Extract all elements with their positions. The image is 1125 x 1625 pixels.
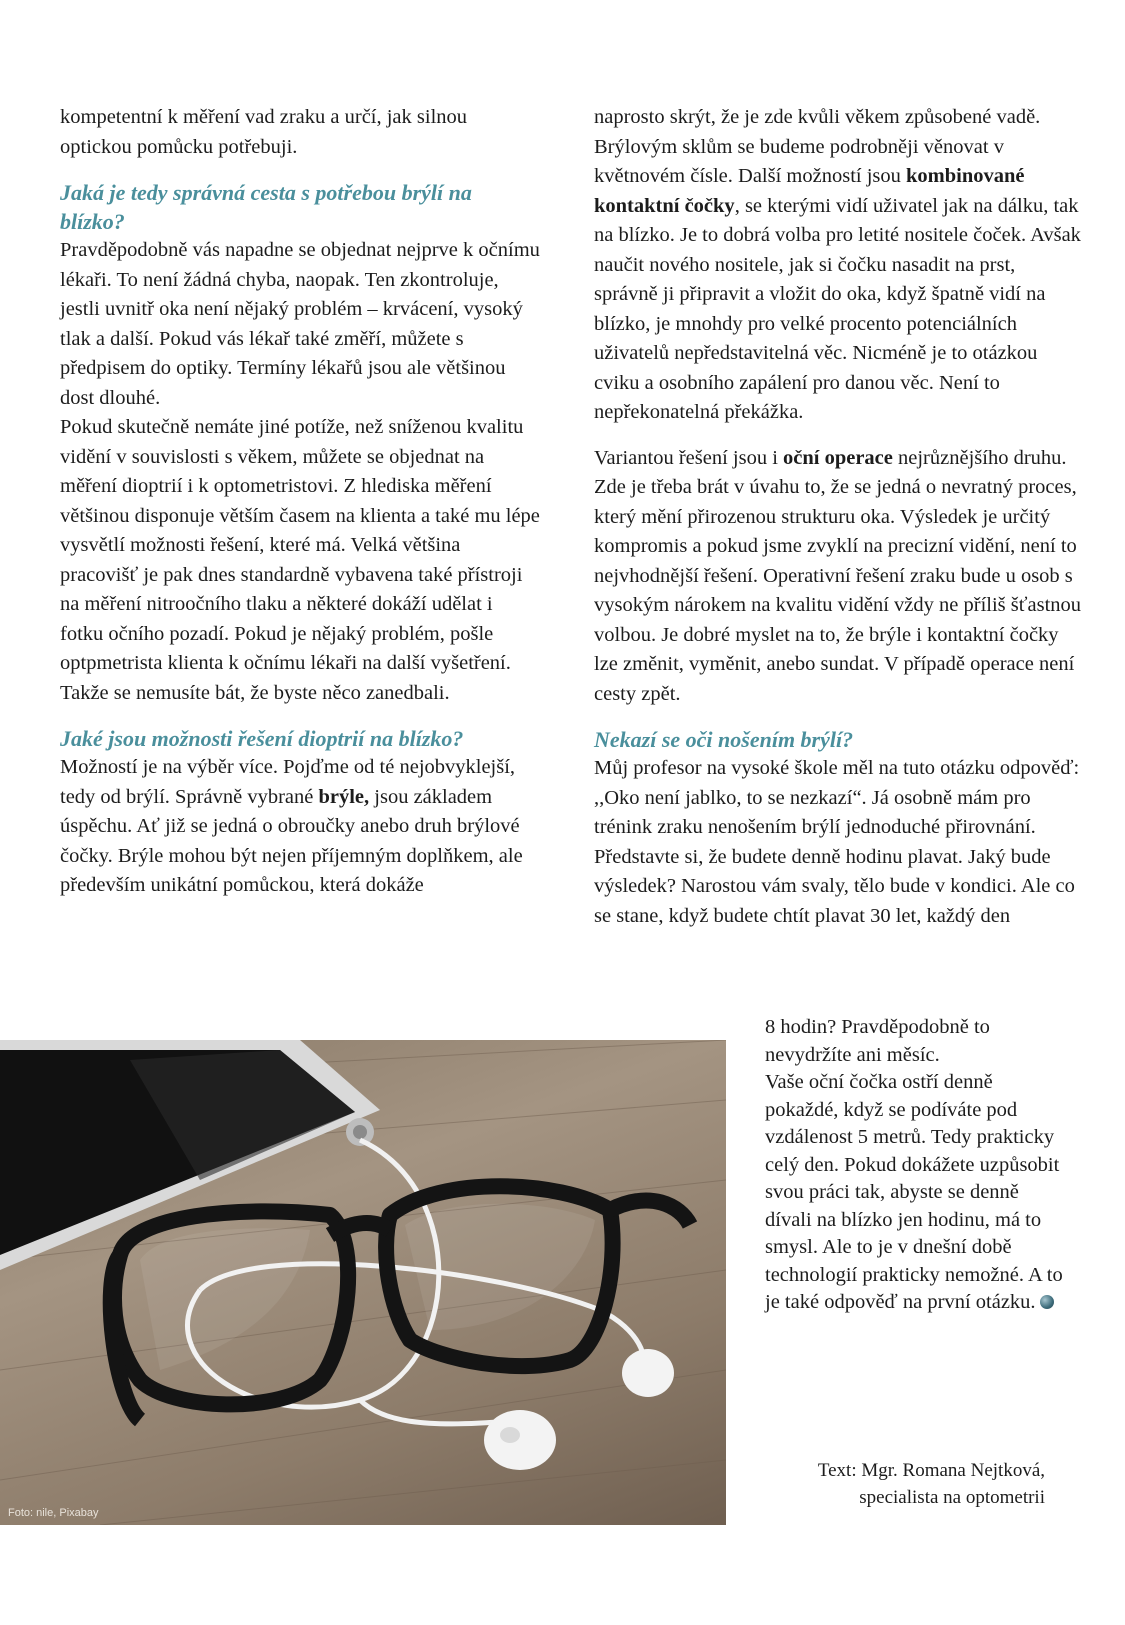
paragraph <box>594 103 1084 428</box>
section-heading: Nekazí se oči nošením brýlí? <box>594 727 854 752</box>
photo-illustration <box>0 1040 726 1525</box>
text-run: , se kterými vidí uživatel jak na dálku, tak na blízko. Je to dobrá volba pro letité nositele čoček. Avšak naučit nového nositele, jak si čočku nasadit na prst, správně ji připravit a vložit do oka, když špatně vidí na blízko, je mnohdy pro velké procento potenciálních uživatelů nepředstavitelná věc. Nicméně je to otázkou cviku a osobního zapálení pro danou věc. Není to nepřekonatelná překážka. <box>594 194 1081 423</box>
text-run: naprosto skrýt, že je zde kvůli věkem způsobené vadě. Brýlovým sklům se budeme podrobněji věnovat v květnovém čísle. Další možností jsou <box>594 106 1041 187</box>
left-column <box>60 103 540 901</box>
paragraph: 8 hodin? Pravděpodobně to nevydržíte ani měsíc. <box>765 1016 990 1066</box>
bold-term: brýle, <box>318 785 370 808</box>
paragraph <box>765 1069 1065 1317</box>
text-run: Variantou řešení jsou i <box>594 446 784 469</box>
section-heading: Jaké jsou možnosti řešení dioptrií na blízko? <box>60 726 464 751</box>
text-run: nejrůznějšího druhu. Zde je třeba brát v úvahu to, že se jedná o nevratný proces, který mění přirozenou strukturu oka. Výsledek je určitý kompromis a pokud jsme zvyklí na precizní vidění, není to nejvhodnější řešení. Operativní řešení zraku bude u osob s vysokým nárokem na kvalitu vidění vždy ne příliš šťastnou volbou. Je dobré myslet na to, že brýle i kontaktní čočky lze změnit, vyměnit, anebo sundat. V případě operace není cesty zpět. <box>594 446 1082 705</box>
photo-credit: Foto: nile, Pixabay <box>8 1507 99 1519</box>
glasses-photo <box>0 1040 726 1525</box>
byline-role: specialista na optometrii <box>859 1487 1045 1508</box>
author-byline <box>818 1457 1045 1511</box>
text-run: Možností je na výběr více. Pojďme od té nejobvyklejší, tedy od brýlí. Správně vybrané <box>60 756 516 808</box>
section-heading: Jaká je tedy správná cesta s potřebou brýlí na blízko? <box>60 180 472 234</box>
text-run: jsou základem úspěchu. Ať již se jedná o obroučky anebo druh brýlové čočky. Brýle mohou být nejen příjemným doplňkem, ale především unikátní pomůckou, která dokáže <box>60 785 523 896</box>
paragraph: Můj profesor na vysoké škole měl na tuto otázku odpověď: ,,Oko není jablko, to se nezkazí“. Já osobně mám pro trénink zraku nenošením brýlí jednoduché přirovnání. Představte si, že budete denně hodinu plavat. Jaký bude výsledek? Narostou vám svaly, tělo bude v kondici. Ale co se stane, když budete chtít plavat 30 let, každý den <box>594 757 1080 927</box>
end-mark-icon <box>1040 1295 1054 1309</box>
paragraph: Pokud skutečně nemáte jiné potíže, než sníženou kvalitu vidění v souvislosti s věkem, můžete se objednat na měření dioptrií i k optometristovi. Z hlediska měření většinou disponuje větším časem na klienta a také mu lépe vysvětlí možnosti řešení, které má. Velká většina pracovišť je pak dnes standardně vybavena také přístroji na měření nitroočního tlaku a některé dokáží udělat i fotku očního pozadí. Pokud je nějaký problém, pošle optpmetrista klienta k očnímu lékaři na další vyšetření. Takže se nemusíte bát, že byste něco zanedbali. <box>60 416 540 704</box>
bold-term: kombinované kontaktní čočky <box>594 165 1025 217</box>
paragraph <box>594 444 1084 710</box>
paragraph: Pravděpodobně vás napadne se objednat nejprve k očnímu lékaři. To není žádná chyba, naopak. Ten zkontroluje, jestli uvnitř oka není nějaký problém – krvácení, vysoký tlak a další. Pokud vás lékař také změří, můžete s předpisem do optiky. Termíny lékařů jsou ale většinou dost dlouhé. <box>60 239 540 409</box>
byline-author: Text: Mgr. Romana Nejtková, <box>817 1460 1045 1481</box>
text-run: Vaše oční čočka ostří denně pokaždé, když se podíváte pod vzdálenost 5 metrů. Tedy prakticky celý den. Pokud dokážete uzpůsobit svou práci tak, abyste se denně dívali na blízko jen hodinu, má to smysl. Ale to je v dnešní době technologií prakticky nemožné. A to je také odpověď na první otázku. <box>765 1071 1063 1313</box>
bold-term: oční operace <box>783 446 893 469</box>
paragraph: kompetentní k měření vad zraku a určí, jak silnou optickou pomůcku potřebuji. <box>60 106 468 158</box>
paragraph <box>60 753 540 901</box>
right-column-continuation <box>765 1014 1065 1317</box>
right-column <box>594 103 1084 931</box>
